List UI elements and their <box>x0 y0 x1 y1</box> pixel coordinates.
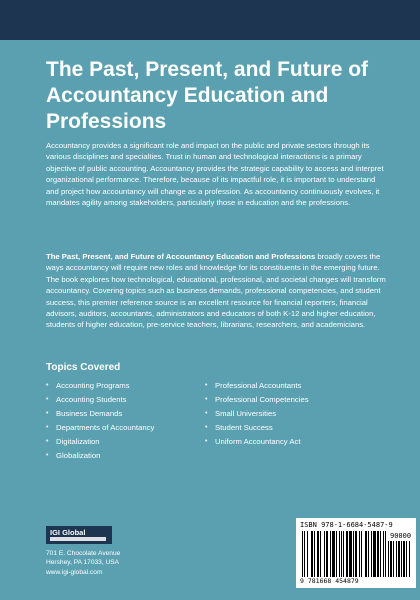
top-band <box>0 0 420 40</box>
topic-label: Business Demands <box>56 409 123 418</box>
topic-label: Departments of Accountancy <box>56 423 155 432</box>
barcode-bar <box>324 531 325 577</box>
bullet-icon: • <box>205 438 208 445</box>
barcode-bar <box>314 531 315 577</box>
barcode-bar <box>336 531 337 577</box>
topic-item <box>205 379 309 393</box>
bullet-icon: • <box>205 410 208 417</box>
barcode-addon-bars <box>388 541 412 577</box>
topic-label: Digitalization <box>56 437 100 446</box>
bullet-icon: • <box>46 424 49 431</box>
description-book-title: The Past, Present, and Future of Accountancy Education and Professions <box>46 252 316 261</box>
barcode-bar <box>361 531 362 577</box>
topics-heading: Topics Covered <box>46 362 121 373</box>
barcode-bar <box>380 531 381 577</box>
topic-item <box>205 435 309 449</box>
book-title: The Past, Present, and Future of Accountancy Education and Professions <box>46 58 369 133</box>
barcode-bar <box>409 541 410 577</box>
bullet-icon: • <box>205 396 208 403</box>
bullet-icon: • <box>46 452 49 459</box>
barcode-bar <box>317 531 319 577</box>
isbn-barcode <box>296 518 416 588</box>
barcode-bar <box>365 531 367 577</box>
barcode-bar <box>311 531 313 577</box>
topics-list-right <box>205 379 309 449</box>
topic-item <box>205 407 309 421</box>
barcode-bar <box>393 541 394 577</box>
barcode-bar <box>390 541 392 577</box>
bullet-icon: • <box>205 424 208 431</box>
description-text: broadly covers the ways accountancy will require new roles and knowledge for its constituents in the emerging future. The book explores how technological, educational, professional, and societal changes will transform accountancy. Covering topics such as business demands, professional competencies, and student success, this premier reference source is an excellent resource for financial reporters, financial advisors, auditors, accountants, administrators and educators of both K-12 and higher education, students of higher education, pre-service teachers, librarians, researchers, and academicians. <box>46 252 386 330</box>
address-line: 701 E. Chocolate Avenue <box>46 550 121 557</box>
bullet-icon: • <box>46 438 49 445</box>
publisher-address <box>46 549 120 577</box>
barcode-bar <box>383 531 384 577</box>
topic-item <box>205 393 309 407</box>
barcode-bar <box>341 531 342 577</box>
barcode-bar <box>339 531 340 577</box>
topic-item <box>46 435 154 449</box>
topic-label: Accounting Programs <box>56 381 130 390</box>
topic-label: Accounting Students <box>56 395 127 404</box>
barcode-bar <box>368 531 369 577</box>
topic-label: Small Universities <box>215 409 277 418</box>
barcode-bar <box>398 541 400 577</box>
barcode-bar <box>406 541 407 577</box>
barcode-bar <box>403 541 405 577</box>
bullet-icon: • <box>46 396 49 403</box>
barcode-bars <box>302 531 386 577</box>
bullet-icon: • <box>205 382 208 389</box>
topic-item <box>46 449 154 463</box>
topic-item <box>46 421 154 435</box>
bullet-icon: • <box>46 382 49 389</box>
barcode-bar <box>332 531 335 577</box>
barcode-digits: 9 781668 454879 <box>300 577 359 585</box>
barcode-bar <box>373 531 376 577</box>
topic-label: Uniform Accountancy Act <box>215 437 301 446</box>
topic-label: Professional Competencies <box>215 395 309 404</box>
topic-item <box>46 393 154 407</box>
address-line: Hershey, PA 17033, USA <box>46 559 120 567</box>
barcode-bar <box>377 531 379 577</box>
topic-item <box>46 407 154 421</box>
topic-label: Student Success <box>215 423 273 432</box>
publisher-logo <box>46 526 112 544</box>
barcode-bar <box>304 531 305 577</box>
publisher-logo-text: IGI Global <box>50 528 86 537</box>
topic-label: Professional Accountants <box>215 381 302 390</box>
barcode-bar <box>307 531 308 577</box>
barcode-bar <box>401 541 402 577</box>
barcode-bar <box>355 531 357 577</box>
barcode-price-code: 90000 <box>390 532 412 540</box>
barcode-bar <box>385 531 386 577</box>
topics-list-left <box>46 379 154 463</box>
description-paragraph <box>46 251 386 331</box>
barcode-bar <box>346 531 348 577</box>
barcode-bar <box>326 531 328 577</box>
barcode-bar <box>343 531 344 577</box>
topic-item <box>46 379 154 393</box>
publisher-website: www.igi-global.com <box>46 568 103 576</box>
barcode-bar <box>320 531 321 577</box>
topic-label: Globalization <box>56 451 101 460</box>
bullet-icon: • <box>46 410 49 417</box>
isbn-number: ISBN 978-1-6684-5487-9 <box>300 521 393 529</box>
barcode-bar <box>388 541 389 577</box>
barcode-bar <box>371 531 372 577</box>
intro-paragraph: Accountancy provides a significant role and impact on the public and private sectors through its various disciplines and specialties. Trust in human and technological interactions is a primary objective of public accounting. Accountancy provides the strategic capability to access and interpret organizational performance. Therefore, because of its impactful role, it is important to understand and project how accountancy will change as a profession. As accountancy continuously evolves, it mandates agility among stakeholders, particularly those in education and the professions. <box>46 141 384 208</box>
barcode-bar <box>349 531 352 577</box>
barcode-bar <box>302 531 303 577</box>
barcode-bar <box>396 541 397 577</box>
barcode-bar <box>359 531 360 577</box>
barcode-bar <box>353 531 354 577</box>
topic-item <box>205 421 309 435</box>
publisher-logo-tagline-bar <box>50 537 106 541</box>
barcode-bar <box>330 531 331 577</box>
